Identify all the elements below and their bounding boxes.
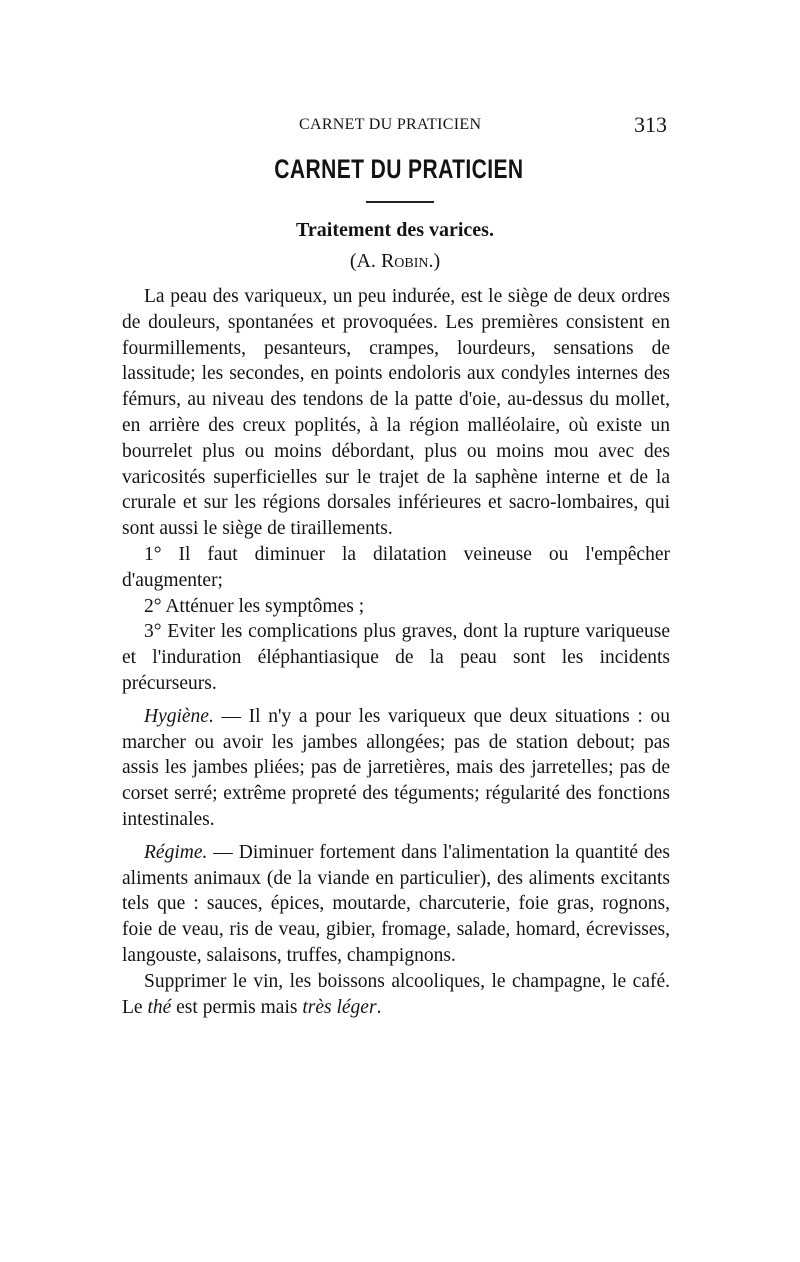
regime-paragraph — [122, 840, 670, 969]
page-title: CARNET DU PRATICIEN — [274, 154, 524, 184]
final-paragraph — [122, 969, 670, 1021]
intro-paragraph: La peau des variqueux, un peu indurée, est le siège de deux ordres de douleurs, spontanées et provoquées. Les premières consistent en fourmillements, pesanteurs, crampes, lourdeurs, sensations de lassitude; les secondes, en points endoloris aux condyles internes des fémurs, au niveau des tendons de la patte d'oie, au-dessus du mollet, en arrière des creux poplités, à la région malléolaire, où existe un bourrelet plus ou moins débordant, plus ou moins mou avec des varicosités superficielles sur le trajet de la saphène interne et de la crurale et sur les régions dorsales inférieures et sacro-lombaires, qui sont aussi le siège de tiraillements. — [122, 286, 670, 540]
final-text-c: . — [376, 996, 382, 1018]
author-close: .) — [428, 250, 441, 272]
author-credit — [0, 250, 790, 273]
running-head — [0, 112, 800, 137]
final-the: thé — [147, 996, 172, 1018]
page-number: 313 — [634, 112, 667, 137]
author-name: Robin — [380, 250, 429, 272]
running-head-title: CARNET DU PRATICIEN — [299, 116, 482, 133]
final-leger: très léger — [302, 996, 377, 1018]
hygiene-text: — Il n'y a pour les variqueux que deux situations : ou marcher ou avoir les jambes allongées; pas de station debout; pas assis les jambes pliées; pas de jarretières, mais des jarretelles; pas de corset serré; extrême propreté des téguments; régularité des fonctions intestinales. — [122, 705, 670, 830]
hygiene-label: Hygiène. — [144, 705, 214, 727]
author-open: (A. — [349, 250, 381, 272]
point-3-paragraph: 3° Eviter les complications plus graves, dont la rupture variqueuse et l'induration éléphantiasique de la peau sont les incidents précurseurs. — [122, 621, 670, 694]
point-1-paragraph: 1° Il faut diminuer la dilatation veineuse ou l'empêcher d'augmenter; — [122, 543, 670, 591]
title-divider — [366, 201, 434, 203]
article-body — [122, 284, 670, 1020]
point-2-paragraph: 2° Atténuer les symptômes ; — [144, 595, 365, 617]
regime-text: — Diminuer fortement dans l'alimentation la quantité des aliments animaux (de la viande en particulier), des aliments excitants tels que : sauces, épices, moutarde, charcuterie, foie gras, rognons, foie de veau, ris de veau, gibier, fromage, salade, homard, écrevisses, langouste, salaisons, truffes, champignons. — [122, 841, 670, 966]
hygiene-paragraph — [122, 704, 670, 833]
section-title: Traitement des varices. — [296, 219, 494, 241]
final-text-b: est permis mais — [171, 996, 303, 1018]
regime-label: Régime. — [144, 841, 208, 863]
final-text-a: Supprimer le vin, les boissons alcooliques, le champagne, le café. Le — [122, 970, 670, 1018]
